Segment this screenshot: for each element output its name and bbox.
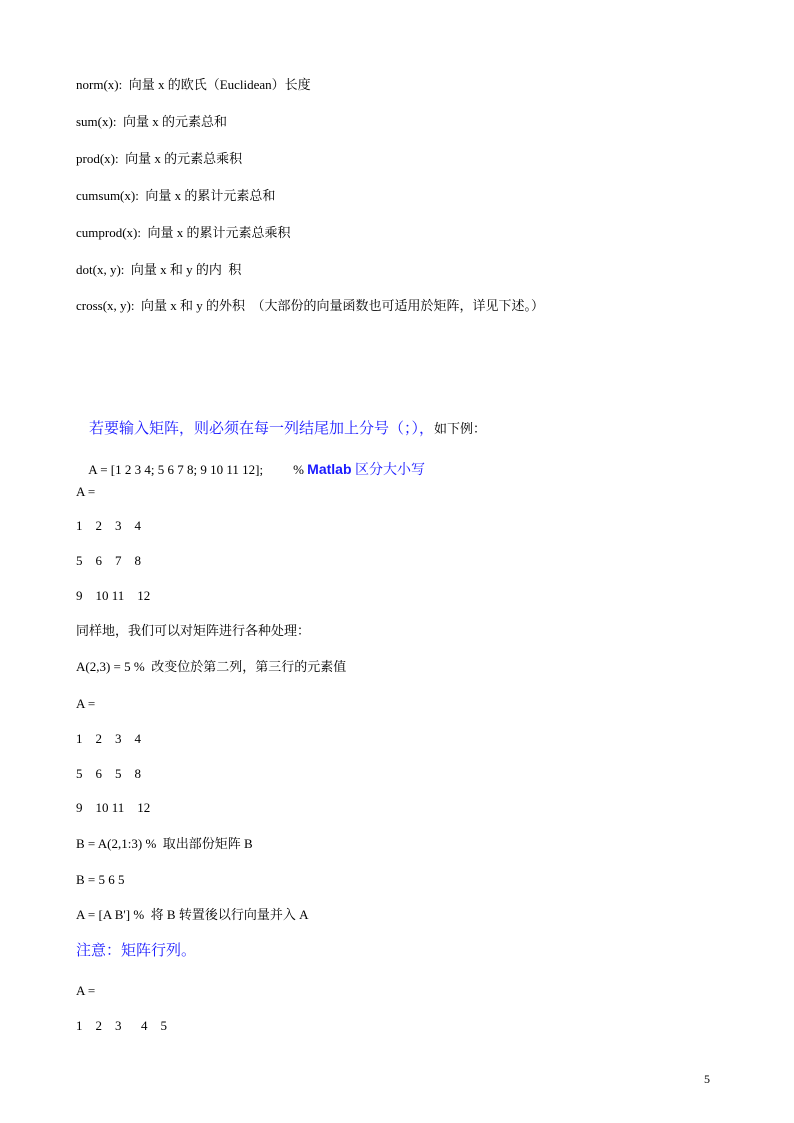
matrix-1-row-3: 9 10 11 12	[76, 588, 151, 603]
function-prod: prod(x): 向量 x 的元素总乘积	[76, 151, 243, 166]
comment-case-sensitive: 区分大小写	[351, 463, 425, 478]
note: 注意：矩阵行列。	[76, 943, 197, 959]
b-value: B = 5 6 5	[76, 872, 125, 887]
comment-matlab: Matlab	[307, 461, 352, 477]
matrix-3-row-1: 1 2 3 4 5	[76, 1018, 167, 1033]
matrix-input-code: A = [1 2 3 4; 5 6 7 8; 9 10 11 12];	[88, 462, 264, 477]
matrix-intro-heading: 若要输入矩阵，则必须在每一列结尾加上分号（；），	[89, 421, 435, 437]
a-label-1: A =	[76, 484, 96, 499]
function-dot: dot(x, y): 向量 x 和 y 的内 积	[76, 262, 242, 277]
page-number: 5	[704, 1072, 710, 1086]
matrix-2-row-3: 9 10 11 12	[76, 800, 151, 815]
matrix-1-row-2: 5 6 7 8	[76, 553, 141, 568]
matrix-input-line	[76, 445, 425, 495]
matrix-intro-tail: 如下例：	[434, 421, 487, 436]
matrix-2-row-1: 1 2 3 4	[76, 731, 141, 746]
concat-line: A = [A B'] % 将 B 转置後以行向量并入 A	[76, 907, 309, 922]
assign-line: A(2,3) = 5 % 改变位於第二列，第三行的元素值	[76, 659, 347, 674]
matrix-2-row-2: 5 6 5 8	[76, 766, 141, 781]
matrix-1-row-1: 1 2 3 4	[76, 518, 141, 533]
function-norm: norm(x): 向量 x 的欧氏（Euclidean）长度	[76, 77, 311, 92]
a-label-2: A =	[76, 696, 96, 711]
processing-intro: 同样地，我们可以对矩阵进行各种处理：	[76, 623, 311, 638]
comment-prefix: %	[293, 462, 304, 477]
function-cross: cross(x, y): 向量 x 和 y 的外积 （大部份的向量函数也可适用於矩阵，详见下述。）	[76, 298, 544, 313]
function-cumsum: cumsum(x): 向量 x 的累计元素总和	[76, 188, 276, 203]
function-cumprod: cumprod(x): 向量 x 的累计元素总乘积	[76, 225, 291, 240]
a-label-3: A =	[76, 983, 96, 998]
function-sum: sum(x): 向量 x 的元素总和	[76, 114, 227, 129]
extract-line: B = A(2,1:3) % 取出部份矩阵 B	[76, 836, 253, 851]
